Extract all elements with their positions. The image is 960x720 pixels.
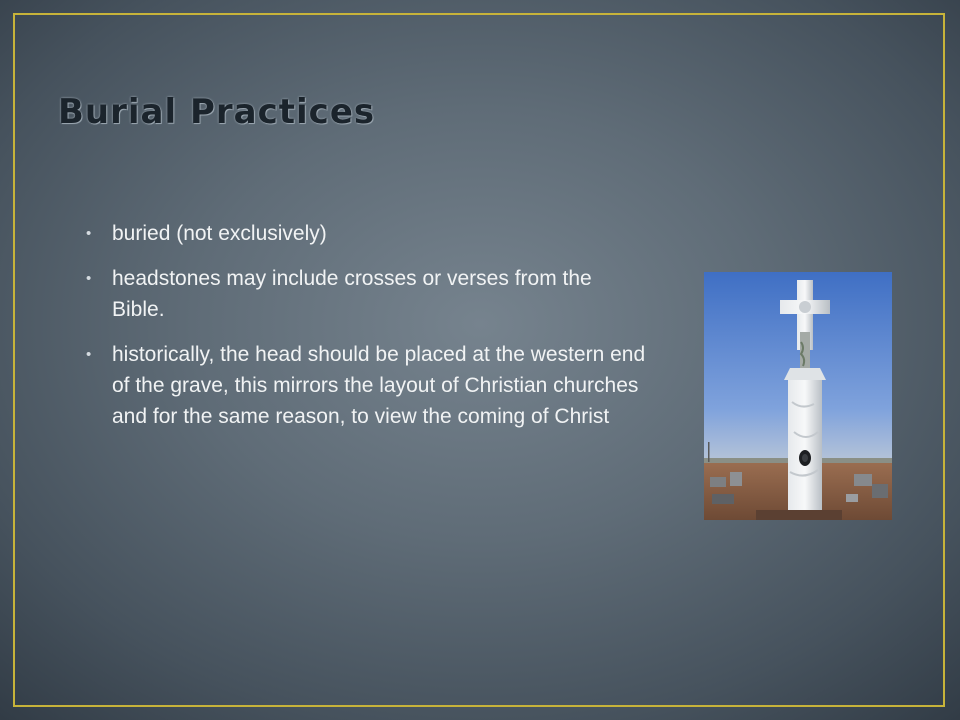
bullet-item — [86, 218, 646, 249]
bullet-item — [86, 339, 646, 432]
bullet-text: buried (not exclusively) — [112, 222, 327, 245]
bullet-glyph: • — [86, 346, 92, 363]
bullet-item — [86, 263, 646, 325]
bullet-glyph: • — [86, 225, 92, 242]
bullet-list — [86, 218, 646, 446]
bullet-text: headstones may include crosses or verses from the Bible. — [112, 267, 592, 321]
slide-title: Burial Practices — [58, 92, 376, 132]
bullet-text: historically, the head should be placed at the western end of the grave, this mirrors the layout of Christian churches and for the same reason, to view the coming of Christ — [112, 343, 646, 428]
bullet-glyph: • — [86, 270, 92, 287]
cross-headstone-photo-icon — [704, 272, 892, 520]
